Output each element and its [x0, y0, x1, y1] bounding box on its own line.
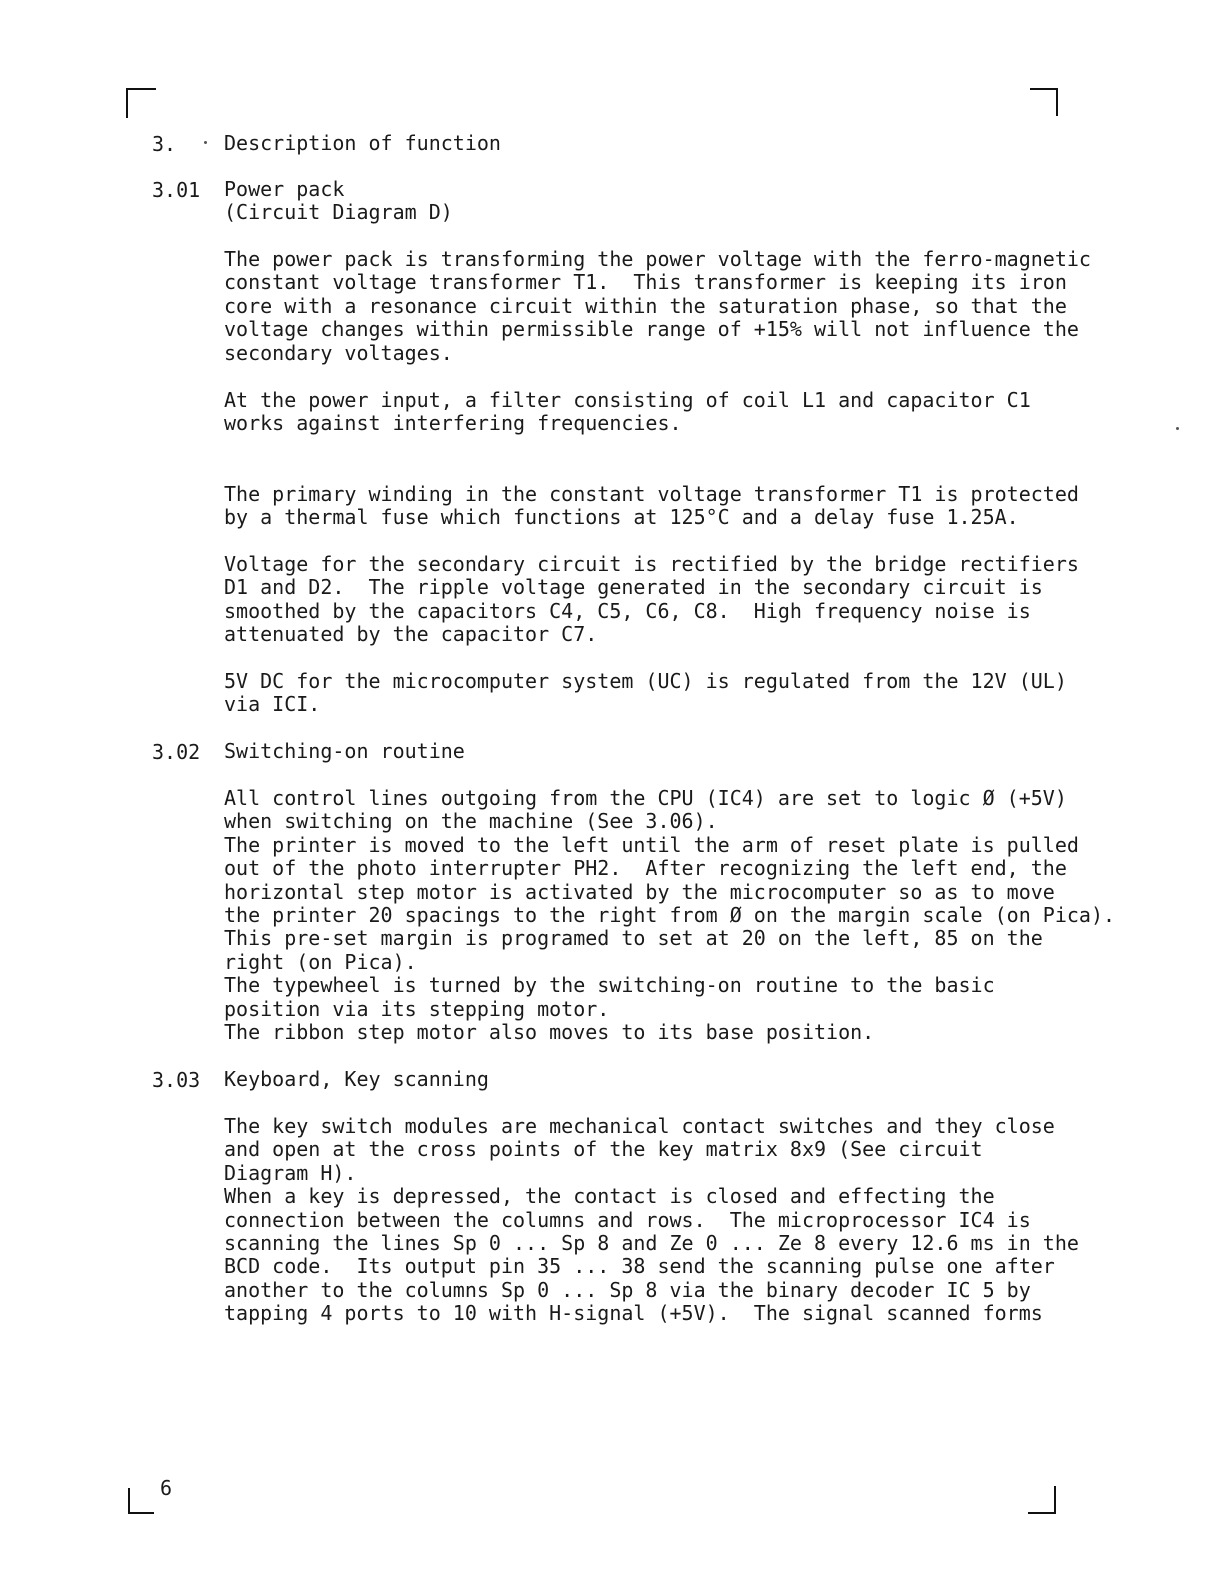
section-title: Description of function — [224, 131, 501, 155]
paragraph-power-input-filter: At the power input, a filter consisting of coil L1 and capacitor C1 works against interfering frequencies. — [224, 388, 1031, 436]
page-number: 6 — [160, 1476, 173, 1500]
subsection-title-keyboard-scanning: Keyboard, Key scanning — [224, 1067, 489, 1091]
paragraph-primary-winding-fuse: The primary winding in the constant voltage transformer T1 is protected by a thermal fuse which functions at 125°C and a delay fuse 1.25A. — [224, 482, 1079, 530]
crop-mark-top-left — [126, 88, 156, 118]
subsection-subtitle-circuit-diagram: (Circuit Diagram D) — [224, 200, 453, 224]
crop-mark-bottom-right — [1028, 1486, 1056, 1514]
subsection-number-3-02: 3.02 — [152, 740, 201, 764]
scan-speck — [204, 141, 207, 144]
subsection-title-power-pack: Power pack — [224, 177, 345, 201]
paragraph-switching-on-routine: All control lines outgoing from the CPU (IC4) are set to logic Ø (+5V) when switching on the machine (See 3.06). The printer is moved to the left until the arm of reset plate is pulled out of the photo interrupter PH2. After recognizing the left end, the horizontal step motor is activated by the microcomputer so as to move the printer 20 spacings to the right from Ø on the margin scale (on Pica). This pre-set margin is programed to set at 20 on the left, 85 on the right (on Pica). The typewheel is turned by the switching-on routine to the basic position via its stepping motor. The ribbon step motor also moves to its base position. — [224, 786, 1116, 1045]
subsection-title-switching-on-routine: Switching-on routine — [224, 739, 465, 763]
paragraph-key-scanning: The key switch modules are mechanical contact switches and they close and open at the cross points of the key matrix 8x9 (See circuit Diagram H). When a key is depressed, the contact is closed and effecting the connection between the columns and rows. The microprocessor IC4 is scanning the lines Sp 0 ... Sp 8 and Ze 0 ... Ze 8 every 12.6 ms in the BCD code. Its output pin 35 ... 38 send the scanning pulse one after another to the columns Sp 0 ... Sp 8 via the binary decoder IC 5 by tapping 4 ports to 10 with H-signal (+5V). The signal scanned forms — [224, 1114, 1079, 1326]
crop-mark-bottom-left — [128, 1488, 154, 1514]
section-number: 3. — [152, 132, 177, 156]
paragraph-5v-regulation: 5V DC for the microcomputer system (UC) is regulated from the 12V (UL) via ICI. — [224, 669, 1067, 717]
paragraph-power-pack-transformer: The power pack is transforming the power voltage with the ferro-magnetic constant voltage transformer T1. This transformer is keeping its iron core with a resonance circuit within the saturation phase, so that the voltage changes within permissible range of +15% will not influence the secondary voltages. — [224, 247, 1091, 365]
crop-mark-top-right — [1030, 88, 1058, 116]
scan-speck — [1176, 427, 1179, 430]
paragraph-secondary-circuit-rectifiers: Voltage for the secondary circuit is rectified by the bridge rectifiers D1 and D2. The ripple voltage generated in the secondary circuit is smoothed by the capacitors C4, C5, C6, C8. High frequency noise is attenuated by the capacitor C7. — [224, 552, 1079, 647]
subsection-number-3-01: 3.01 — [152, 178, 201, 202]
subsection-number-3-03: 3.03 — [152, 1068, 201, 1092]
